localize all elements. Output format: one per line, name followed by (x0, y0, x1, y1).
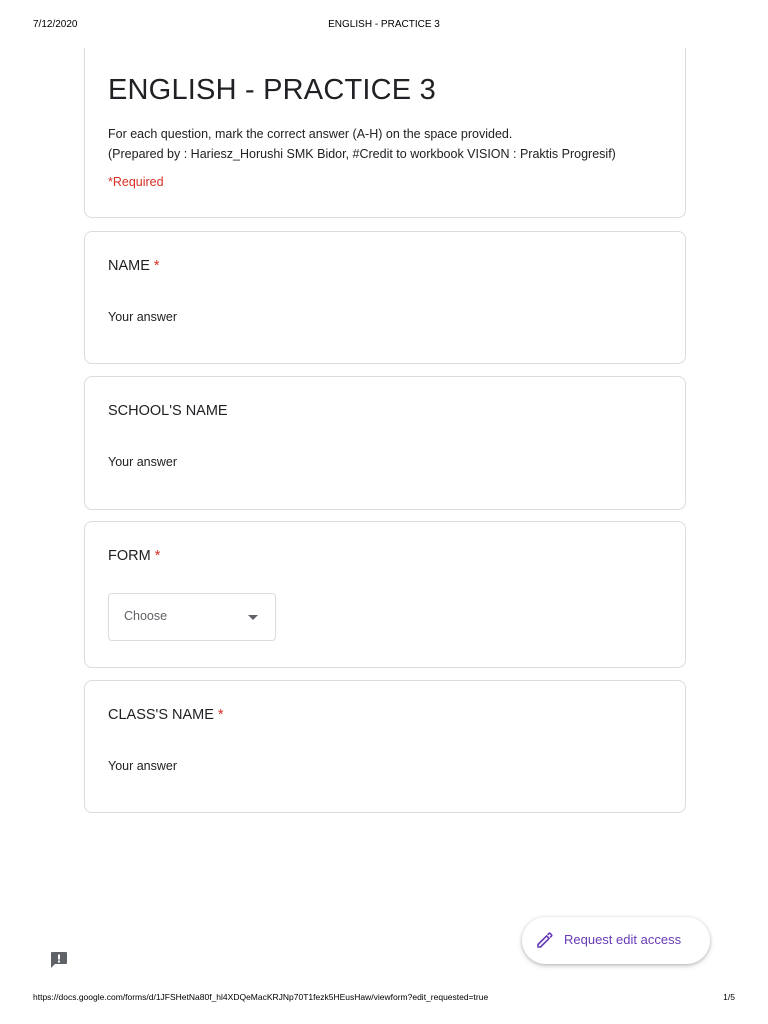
question-label-text: NAME (108, 258, 150, 274)
print-title: ENGLISH - PRACTICE 3 (328, 19, 440, 30)
form-dropdown[interactable] (108, 593, 276, 641)
pencil-icon (536, 931, 554, 949)
print-url: https://docs.google.com/forms/d/1JFSHetNa80f_hl4XDQeMacKRJNp70T1fezk5HEusHaw/viewform?edit_requested=true (33, 992, 489, 1002)
print-page-number: 1/5 (723, 992, 735, 1002)
form-description-line-1: For each question, mark the correct answer (A-H) on the space provided. (108, 127, 513, 141)
question-label-form (108, 548, 160, 564)
form-description-line-2: (Prepared by : Hariesz_Horushi SMK Bidor, #Credit to workbook VISION : Praktis Progresif) (108, 147, 616, 161)
name-input[interactable]: Your answer (108, 310, 178, 324)
question-label-name (108, 258, 160, 274)
chevron-down-icon (248, 615, 258, 620)
form-title: ENGLISH - PRACTICE 3 (108, 74, 436, 106)
question-card-name (84, 231, 686, 364)
question-card-school (84, 376, 686, 510)
request-edit-access-button[interactable] (522, 917, 710, 964)
form-description (108, 124, 665, 164)
question-label-text: SCHOOL'S NAME (108, 403, 228, 419)
feedback-icon[interactable] (49, 950, 69, 970)
question-label-text: CLASS'S NAME (108, 707, 214, 723)
question-label-school (108, 403, 228, 419)
dropdown-selected-value: Choose (124, 609, 168, 623)
print-header (0, 0, 768, 48)
school-input[interactable]: Your answer (108, 455, 178, 469)
question-label-text: FORM (108, 548, 151, 564)
request-edit-access-label: Request edit access (564, 932, 682, 947)
print-date: 7/12/2020 (33, 19, 78, 30)
print-footer (0, 990, 768, 1010)
form-header-card (84, 48, 686, 218)
required-star: * (217, 707, 224, 723)
question-card-form (84, 521, 686, 668)
question-label-class (108, 707, 224, 723)
question-card-class (84, 680, 686, 813)
required-star: * (153, 258, 160, 274)
class-input[interactable]: Your answer (108, 759, 178, 773)
required-note: *Required (108, 175, 164, 189)
required-star: * (154, 548, 161, 564)
